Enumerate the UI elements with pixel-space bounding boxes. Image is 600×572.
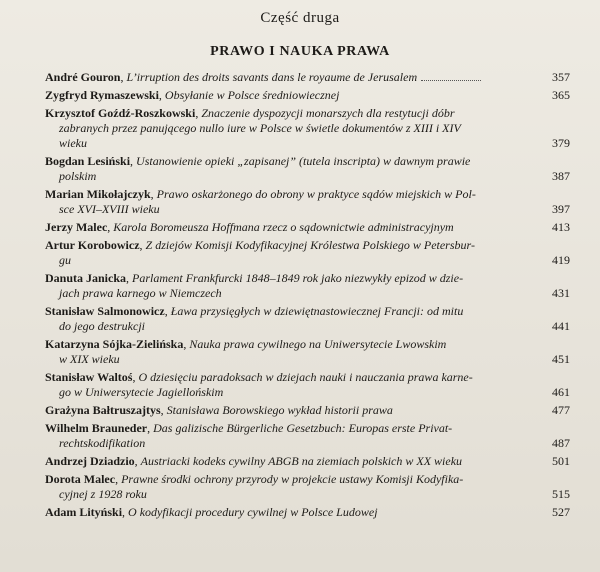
toc-entry-line xyxy=(45,319,570,334)
toc-entry-line: Katarzyna Sójka-Zielińska, Nauka prawa cywilnego na Uniwersytecie Lwowskim xyxy=(45,337,447,351)
entry-page-number: 477 xyxy=(552,403,570,417)
toc-entry xyxy=(45,88,570,103)
entry-author: Marian Mikołajczyk xyxy=(45,187,151,201)
toc-entry-line xyxy=(45,202,570,217)
toc-entry xyxy=(45,337,570,367)
entry-page-number: 515 xyxy=(552,487,570,501)
entry-page-number: 487 xyxy=(552,436,570,450)
entry-page-number: 397 xyxy=(552,202,570,216)
entry-title: O dziesięciu paradoksach w dziejach nauki i nauczania prawa karne- xyxy=(138,370,473,384)
toc-entry-line xyxy=(45,385,570,400)
entry-title: Znaczenie dyspozycji monarszych dla restytucji dóbr xyxy=(201,106,455,120)
toc-entry-line: Danuta Janicka, Parlament Frankfurcki 1848–1849 rok jako niezwykły epizod w dzie- xyxy=(45,271,464,285)
entry-author: Krzysztof Goźdź-Roszkowski xyxy=(45,106,196,120)
entry-page-number: 357 xyxy=(552,70,570,84)
entry-author: Katarzyna Sójka-Zielińska xyxy=(45,337,184,351)
toc-entry-line: Jerzy Malec, Karola Boromeusza Hoffmana rzecz o sądownictwie administracyjnym xyxy=(45,220,454,234)
entry-title: gu xyxy=(59,253,71,267)
toc-entry xyxy=(45,403,570,418)
entry-author: Artur Korobowicz xyxy=(45,238,140,252)
toc-entry-line xyxy=(45,136,570,151)
entry-title: Das galizische Bürgerliche Gesetzbuch: Europas erste Privat- xyxy=(153,421,453,435)
entry-page-number: 501 xyxy=(552,454,570,468)
toc-entry xyxy=(45,238,570,268)
entry-page-number: 379 xyxy=(552,136,570,150)
entry-page-number: 419 xyxy=(552,253,570,267)
toc-entry-line: Wilhelm Brauneder, Das galizische Bürgerliche Gesetzbuch: Europas erste Privat- xyxy=(45,421,453,435)
toc-entry-line xyxy=(45,436,570,451)
entry-title: w XIX wieku xyxy=(59,352,120,366)
toc-entry-line: Bogdan Lesiński, Ustanowienie opieki „zapisanej” (tutela inscripta) w dawnym prawie xyxy=(45,154,471,168)
entry-page-number: 365 xyxy=(552,88,570,102)
entry-title: Austriacki kodeks cywilny ABGB na ziemiach polskich w XX wieku xyxy=(140,454,463,468)
entry-author: Zygfryd Rymaszewski xyxy=(45,88,159,102)
entry-title: sce XVI–XVIII wieku xyxy=(59,202,160,216)
toc-entry-line xyxy=(45,286,570,301)
entry-author: Grażyna Bałtruszajtys xyxy=(45,403,161,417)
entry-page-number: 527 xyxy=(552,505,570,519)
entry-title: wieku xyxy=(59,136,87,150)
entry-title: cyjnej z 1928 roku xyxy=(59,487,147,501)
entry-author: André Gouron xyxy=(45,70,121,84)
entry-title: rechtskodifikation xyxy=(59,436,146,450)
entry-author: Jerzy Malec xyxy=(45,220,108,234)
entry-title: do jego destrukcji xyxy=(59,319,145,333)
dot-leader xyxy=(421,70,481,81)
entry-title: Karola Boromeusza Hoffmana rzecz o sądownictwie administracyjnym xyxy=(113,220,454,234)
entry-title: Ustanowienie opieki „zapisanej” (tutela inscripta) w dawnym prawie xyxy=(136,154,471,168)
section-title: PRAWO I NAUKA PRAWA xyxy=(210,44,390,59)
entry-page-number: 413 xyxy=(552,220,570,234)
toc-entry xyxy=(45,70,570,85)
entry-author: Stanisław Waltoś xyxy=(45,370,133,384)
toc-entry-line: André Gouron, L’irruption des droits savants dans le royaume de Jerusalem xyxy=(45,70,570,85)
entry-page-number: 387 xyxy=(552,169,570,183)
entry-page-number: 451 xyxy=(552,352,570,366)
entry-author: Stanisław Salmonowicz xyxy=(45,304,165,318)
entry-title: Obsyłanie w Polsce średniowiecznej xyxy=(164,88,340,102)
entry-author: Wilhelm Brauneder xyxy=(45,421,148,435)
toc-entry-line: Artur Korobowicz, Z dziejów Komisji Kodyfikacyjnej Królestwa Polskiego w Petersbur- xyxy=(45,238,475,252)
entry-page-number: 461 xyxy=(552,385,570,399)
entry-title: Stanisława Borowskiego wykład historii prawa xyxy=(166,403,393,417)
part-title: Część druga xyxy=(260,10,340,26)
toc-entry-line xyxy=(45,169,570,184)
toc-entry-line: Stanisław Waltoś, O dziesięciu paradoksach w dziejach nauki i nauczania prawa karne- xyxy=(45,370,473,384)
entry-author: Adam Lityński xyxy=(45,505,123,519)
entry-page-number: 441 xyxy=(552,319,570,333)
toc-entry xyxy=(45,370,570,400)
toc-entry-line xyxy=(45,121,570,136)
entry-title: polskim xyxy=(59,169,97,183)
toc-entry xyxy=(45,220,570,235)
entry-title: zabranych przez panującego nullo iure w Polsce w świetle dokumentów z XIII i XIV xyxy=(59,121,461,135)
entry-title: jach prawa karnego w Niemczech xyxy=(59,286,222,300)
toc-entry-line: Marian Mikołajczyk, Prawo oskarżonego do obrony w praktyce sądów miejskich w Pol- xyxy=(45,187,476,201)
toc-entry xyxy=(45,304,570,334)
entry-author: Dorota Malec xyxy=(45,472,116,486)
toc-entry-line xyxy=(45,253,570,268)
entry-title: go w Uniwersytecie Jagiellońskim xyxy=(59,385,224,399)
toc-entry-line xyxy=(45,352,570,367)
entry-title: Nauka prawa cywilnego na Uniwersytecie Lwowskim xyxy=(189,337,447,351)
toc-entry xyxy=(45,154,570,184)
toc-entry xyxy=(45,472,570,502)
toc-entry xyxy=(45,421,570,451)
toc-entry xyxy=(45,187,570,217)
entry-title: Parlament Frankfurcki 1848–1849 rok jako niezwykły epizod w dzie- xyxy=(132,271,464,285)
entry-title: Ława przysięgłych w dziewiętnastowiecznej Francji: od mitu xyxy=(170,304,464,318)
entry-author: Danuta Janicka xyxy=(45,271,127,285)
toc-entry xyxy=(45,454,570,469)
toc-entry xyxy=(45,271,570,301)
toc-entry-line xyxy=(45,487,570,502)
toc-entry-line: Dorota Malec, Prawne środki ochrony przyrody w projekcie ustawy Komisji Kodyfika- xyxy=(45,472,464,486)
entry-title: Prawo oskarżonego do obrony w praktyce sądów miejskich w Pol- xyxy=(156,187,476,201)
toc-entry-line: Stanisław Salmonowicz, Ława przysięgłych w dziewiętnastowiecznej Francji: od mitu xyxy=(45,304,464,318)
toc-entry-line: Krzysztof Goźdź-Roszkowski, Znaczenie dyspozycji monarszych dla restytucji dóbr xyxy=(45,106,455,120)
entry-title: Z dziejów Komisji Kodyfikacyjnej Królestwa Polskiego w Petersbur- xyxy=(145,238,475,252)
toc-entry-line: Andrzej Dziadzio, Austriacki kodeks cywilny ABGB na ziemiach polskich w XX wieku xyxy=(45,454,463,468)
entry-author: Andrzej Dziadzio xyxy=(45,454,135,468)
toc-entry xyxy=(45,106,570,151)
toc-entry xyxy=(45,505,570,520)
table-of-contents xyxy=(45,70,570,523)
toc-entry-line: Adam Lityński, O kodyfikacji procedury cywilnej w Polsce Ludowej xyxy=(45,505,378,519)
entry-title: Prawne środki ochrony przyrody w projekcie ustawy Komisji Kodyfika- xyxy=(121,472,464,486)
entry-page-number: 431 xyxy=(552,286,570,300)
entry-title: L’irruption des droits savants dans le royaume de Jerusalem xyxy=(126,70,418,84)
entry-author: Bogdan Lesiński xyxy=(45,154,131,168)
toc-entry-line: Grażyna Bałtruszajtys, Stanisława Borowskiego wykład historii prawa xyxy=(45,403,393,417)
toc-entry-line: Zygfryd Rymaszewski, Obsyłanie w Polsce średniowiecznej xyxy=(45,88,340,102)
entry-title: O kodyfikacji procedury cywilnej w Polsce Ludowej xyxy=(128,505,378,519)
